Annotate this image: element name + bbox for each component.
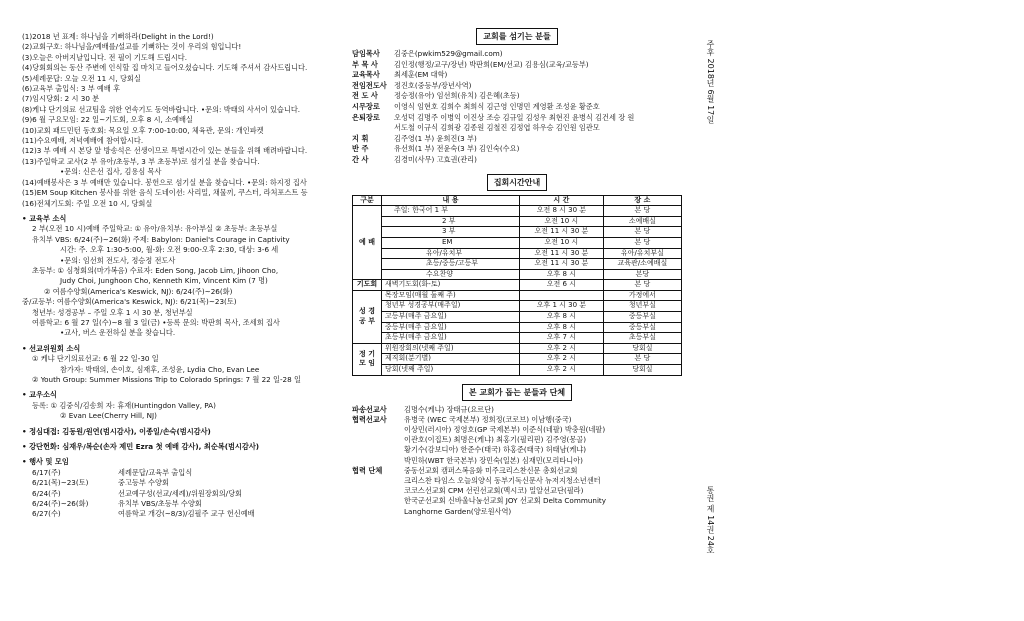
edu-line: •교사, 버스 운전하실 분을 찾습니다. [60,328,176,338]
roster-row [352,466,682,476]
visit-line: • 정심대접: 김동원/원연(범시감사), 이종일/손숙(범시감사) [22,426,211,436]
roster-row [352,70,682,81]
services-cell: 당회실 [603,343,681,354]
services-group-label: 성 경 공 부 [353,290,382,343]
notice-item: (7)임시당회: 2 시 30 분 [22,94,100,104]
notices-list [22,32,340,209]
staff-list [352,49,682,166]
roster-row [352,507,682,517]
roster-role: 반 주 [352,144,369,154]
edu-line: 유치부 VBS: 6/24(주)~26(화) 주제: Babylon: Daniel's Courage in Captivity [32,234,290,244]
roster-role: 간 사 [352,154,369,164]
roster-names: 김주영(1 부) 윤희진(3 부) [394,133,477,143]
announcements-column [22,32,340,520]
events-list [22,468,340,520]
services-cell: 본 당 [603,237,681,248]
services-cell: 본 당 [603,227,681,238]
event-row [22,478,340,488]
mission-title: • 선교위원회 소식 [22,343,81,353]
roster-row [352,123,682,134]
events-title: • 행사 및 모임 [22,457,69,467]
services-cell: 오후 2 시 [519,343,603,354]
roster-names: 정진호(중등부/장년사역) [394,80,472,90]
roster-names: 정승정(유아) 임선희(유치) 김은혜(초등) [394,91,520,101]
notice-item: (10)교회 패드민턴 동호회: 목요일 오후 7:00-10:00, 체육관, 문의: 개인파켓 [22,125,264,135]
services-cell: 위원장회의(넷째 주일) [382,343,520,354]
edu-line: 청년부: 성경공부 – 주일 오후 1 시 30 분, 청년부실 [32,307,193,317]
flowers-line: • 강단헌화: 심재우/복순(손자 제민 Ezra 첫 예배 감사), 최순복(범시감사) [22,442,260,452]
services-group-label: 예 배 [353,206,382,280]
services-cell: 교육관/소예배실 [603,259,681,270]
event-date: 6/24(주)~26(화) [32,499,89,509]
roster-names: 김인정(행정/교구/장년) 박판희(EM/선교) 김용심(교육/교등부) [394,59,589,69]
services-cell: 초등부(매주 금요일) [382,333,520,344]
services-cell: 오전 11 시 30 분 [519,259,603,270]
notice-item: •문의: 신은선 집사, 김용심 목사 [60,167,162,177]
services-row [353,259,682,270]
roster-row [352,60,682,71]
missions-list [352,405,682,517]
roster-names: 김명수(케냐) 장태규(요르단) [404,404,494,414]
edu-title: • 교육부 소식 [22,213,67,223]
missions-title: 본 교회가 돕는 분들과 단체 [462,384,572,401]
services-header: 구분 [353,195,382,206]
services-row [353,301,682,312]
roster-names: 최세훈(EM 대학) [394,70,448,80]
roster-row [352,405,682,415]
event-desc: 중고등부 수양회 [118,478,169,488]
notice-item: (11)수요예배, 저녁예배에 참여합시다. [22,136,144,146]
roster-names: 이상민(러시아) 정영호(GP 국제본부) 이준식(네팔) 박충원(네팔) [404,425,606,435]
info-column [352,28,682,517]
event-desc: 선교예구성(선교/세례)/위원장회의/당회 [118,488,242,498]
roster-row [352,435,682,445]
staff-title: 교회를 섬기는 분들 [476,28,557,45]
notice-item: (15)EM Soup Kitchen 봉사를 위한 음식 도네이션: 사리밀, 채물끼, 쿠스터, 라처포스트 등 [22,188,308,198]
roster-row [352,155,682,166]
notice-item: (6)교육부 출입식: 3 부 예배 후 [22,84,121,94]
edu-line: 시간: 주. 오후 1:30-5:00, 월-화: 오전 9:00-오후 2:30, 대상: 3-6 세 [60,245,279,255]
roster-row [352,476,682,486]
services-cell: 새벽기도회(화-토) [382,280,520,291]
roster-role: 협력선교사 [352,414,387,424]
services-header: 장 소 [603,195,681,206]
services-cell: 오전 11 시 30 분 [519,227,603,238]
services-row [353,365,682,376]
roster-role: 교육목사 [352,70,380,80]
services-cell: 중등부(매주 금요일) [382,322,520,333]
edu-line: 중/교등부: 여름수양회(America's Keswick, NJ): 6/21(목)~23(토) [22,297,237,307]
services-cell: 오전 10 시 [519,216,603,227]
services-cell: 오후 8 시 [519,312,603,323]
services-cell: 중등부실 [603,322,681,333]
mission-line: ① 케냐 단기의료선교: 6 월 22 일-30 일 [32,354,159,364]
notice-item: (9)6 월 구요모임: 22 일~기도회, 오후 8 시, 소예배실 [22,115,193,125]
roster-names: 중동선교회 캠퍼스복음화 미주크리스찬신문 총회선교회 [404,465,578,475]
notice-item: (1)2018 년 표제: 하나님을 기뻐하라(Delight in the Lord!) [22,32,214,41]
services-cell: 오전 6 시 [519,280,603,291]
services-cell: 오전 8 시 30 분 [519,206,603,217]
services-row [353,206,682,217]
services-row [353,322,682,333]
services-cell: 오후 7 시 [519,333,603,344]
notice-item: (3)오늘은 아버지날입니다. 전 필이 기도해 드립시다. [22,52,188,62]
roster-row [352,49,682,60]
notice-item: (13)주일학교 교사(2 부 유아/초등부, 3 부 초등부)로 섬기실 분을 찾습니다. [22,156,260,166]
event-row [22,489,340,499]
edu-line: 여름학교: 6 월 27 일(수)~8 월 3 일(금) •등록 문의: 박판희 목사, 조세희 집사 [32,317,280,327]
roster-names: 유선희(1 부) 전윤숙(3 부) 김인숙(수요) [394,144,520,154]
services-header: 내 용 [382,195,520,206]
services-cell: 2 부 [382,216,520,227]
services-cell: 초등/중등/고등부 [382,259,520,270]
services-cell: 유아/유치부실 [603,248,681,259]
roster-row [352,91,682,102]
roster-role: 담임목사 [352,49,380,58]
services-table [352,195,682,376]
services-cell: 3 부 [382,227,520,238]
event-date: 6/21(목)~23(토) [32,478,89,488]
services-cell: 오후 2 시 [519,365,603,376]
services-cell: 오후 8 시 [519,269,603,280]
roster-row [352,81,682,92]
services-row [353,354,682,365]
edu-list [22,224,340,338]
services-cell: 청년부실 [603,301,681,312]
edu-line: ② 여름수양회(America's Keswick, NJ): 6/24(주)~26(화) [44,286,233,296]
roster-role: 시무장로 [352,101,380,111]
services-cell: 목장모임(매월 둘째 주) [382,290,520,301]
services-row [353,269,682,280]
roster-row [352,102,682,113]
roster-row [352,456,682,466]
roster-row [352,144,682,155]
services-group-label: 기도회 [353,280,382,291]
services-cell: 초등부실 [603,333,681,344]
services-cell: EM [382,237,520,248]
services-cell: 고등부(매주 금요일) [382,312,520,323]
event-desc: 세례문답/교육부 출입식 [118,467,193,477]
notice-item: (12)3 부 예배 시 본당 앞 방송석은 선생이므로 특별시간이 있는 분들을 위해 배려바랍니다. [22,146,308,156]
event-date: 6/27(수) [32,509,61,519]
services-cell: 당회(넷째 주일) [382,365,520,376]
services-row [353,312,682,323]
roster-names: 이영식 임현호 김희수 최희식 김근영 인명민 계영환 조성윤 황준호 [394,101,600,111]
roster-names: 황기수(감보디아) 한준수(태국) 하홍준(태국) 허태남(케냐) [404,445,587,455]
services-cell: 소예배실 [603,216,681,227]
services-row [353,343,682,354]
services-cell [519,290,603,301]
roster-role: 전임전도사 [352,80,387,90]
notice-item: (2)교회구호: 하나님을/예배를/설교를 기뻐하는 것이 우리의 힘입니다! [22,42,242,52]
services-row [353,333,682,344]
roster-names: 박민하(WBT 한국본부) 장민숙(일본) 심재민(모리타니아) [404,455,583,465]
services-cell: 본 당 [603,280,681,291]
services-cell: 당회실 [603,365,681,376]
edu-line: 2 부(오전 10 시)예배 주일학교: ① 유아/유치부: 유아부실 ② 초등부: 초등부실 [32,224,278,234]
event-row [22,468,340,478]
news-title: • 교우소식 [22,390,57,400]
roster-names: 이관호(이집트) 최명은(케냐) 최홍기(필리핀) 김주영(몽골) [404,435,587,445]
services-row [353,237,682,248]
roster-role: 은퇴장로 [352,112,380,122]
services-cell: 본 당 [603,206,681,217]
services-cell: 제직회(분기별) [382,354,520,365]
roster-row [352,486,682,496]
edu-line: 초등부: ① 심청회의(마가복음) 수료자: Eden Song, Jacob Lim, Jihoon Cho, [32,265,279,275]
services-cell: 청년부 성경공부(매주일) [382,301,520,312]
edu-line: Judy Choi, Junghoon Cho, Kenneth Kim, Vincent Kim (7 명) [60,276,268,286]
services-cell: 본 당 [603,354,681,365]
services-header: 시 간 [519,195,603,206]
roster-row [352,113,682,124]
notice-item: (14)예배봉사은 3 부 예배만 있습니다. 봉헌으로 섬기실 분을 찾습니다. •문의: 하지정 집사 [22,177,307,187]
roster-role: 협력 단체 [352,465,383,475]
services-row [353,248,682,259]
notice-item: (8)케냐 단기의료 선교팀을 위한 연속기도 동역바랍니다. •문의: 박태의 사서이 있습니다. [22,104,301,114]
notice-item: (16)전체기도회: 주일 오전 10 시, 당회실 [22,198,153,208]
event-date: 6/24(주) [32,488,61,498]
roster-names: 코코스선교회 CPM 선린선교회(멕시코) 밀알선교단(필라) [404,486,584,496]
services-row [353,216,682,227]
services-row [353,290,682,301]
event-row [22,509,340,519]
event-desc: 여름학교 개강(~8/3)/김필주 교구 헌신예배 [118,509,255,519]
services-cell: 유아/유치부 [382,248,520,259]
roster-names: 한국군선교회 신바울나눔선교회 JOY 선교회 Delta Community [404,496,607,506]
roster-names: 김중은(pwkim529@gmail.com) [394,49,503,58]
edu-line: •문의: 임선희 전도사, 정승정 전도사 [60,255,176,265]
mission-line: ② Youth Group: Summer Missions Trip to Colorado Springs: 7 월 22 일-28 일 [32,375,301,384]
event-row [22,499,340,509]
mission-line: 참가자: 박태의, 손이호, 심재후, 조성윤, Lydia Cho, Evan Lee [60,364,260,374]
roster-role: 전 도 사 [352,91,378,101]
services-cell: 오후 8 시 [519,322,603,333]
services-row [353,227,682,238]
notice-item: (4)당회회의는 동산 주변에 인식할 집 마치고 들어오셨습니다. 기도해 주셔서 감사드립니다. [22,63,308,73]
roster-names: 서도철 이규식 김희광 김종원 김철진 김정엽 하우승 김인원 임관모 [394,123,600,133]
services-cell: 중등부실 [603,312,681,323]
services-cell: 가정에서 [603,290,681,301]
notice-item: (5)세례문답: 오늘 오전 11 시, 당회실 [22,73,141,83]
services-cell: 오전 11 시 30 분 [519,248,603,259]
roster-row [352,445,682,455]
news-line: 등록: ① 김중식/김송희 자: 휴재(Huntingdon Valley, PA) [32,400,216,410]
roster-row [352,496,682,506]
roster-row [352,134,682,145]
roster-row [352,415,682,425]
services-cell: 오전 10 시 [519,237,603,248]
event-desc: 유치부 VBS/초등부 수양회 [118,499,202,509]
services-group-label: 정 기 모 임 [353,343,382,375]
services-cell: 주일: 한국어 1 부 [382,206,520,217]
roster-role: 파송선교사 [352,404,387,414]
services-cell: 본당 [603,269,681,280]
roster-role: 부 목 사 [352,59,378,69]
roster-row [352,425,682,435]
services-cell: 수요찬양 [382,269,520,280]
roster-names: 크리스찬 타임스 오늘의양식 동부기독신문사 뉴저지청소년센터 [404,476,601,486]
roster-names: 오성덕 김명주 이병익 이진상 조승 김규일 김성우 최현진 윤병식 김건세 장 원 [394,112,635,122]
roster-names: Langhorne Garden(양로원사역) [404,506,512,516]
event-date: 6/17(주) [32,467,61,477]
bulletin-volume: 통권 제 14권 24호 [706,486,715,554]
services-row [353,280,682,291]
services-title: 집회시간안내 [487,174,547,191]
roster-names: 유병국 (WEC 국제본부) 정희정(코로브) 이남행(중국) [404,414,572,424]
news-line: ② Evan Lee(Cherry Hill, NJ) [60,411,157,421]
roster-role: 지 휘 [352,133,369,143]
services-cell: 오후 1 시 30 분 [519,301,603,312]
services-cell: 오후 2 시 [519,354,603,365]
bulletin-date: 주후 2018년 6월 17일 [706,40,715,124]
roster-names: 김경미(사무) 고효권(관리) [394,154,477,164]
